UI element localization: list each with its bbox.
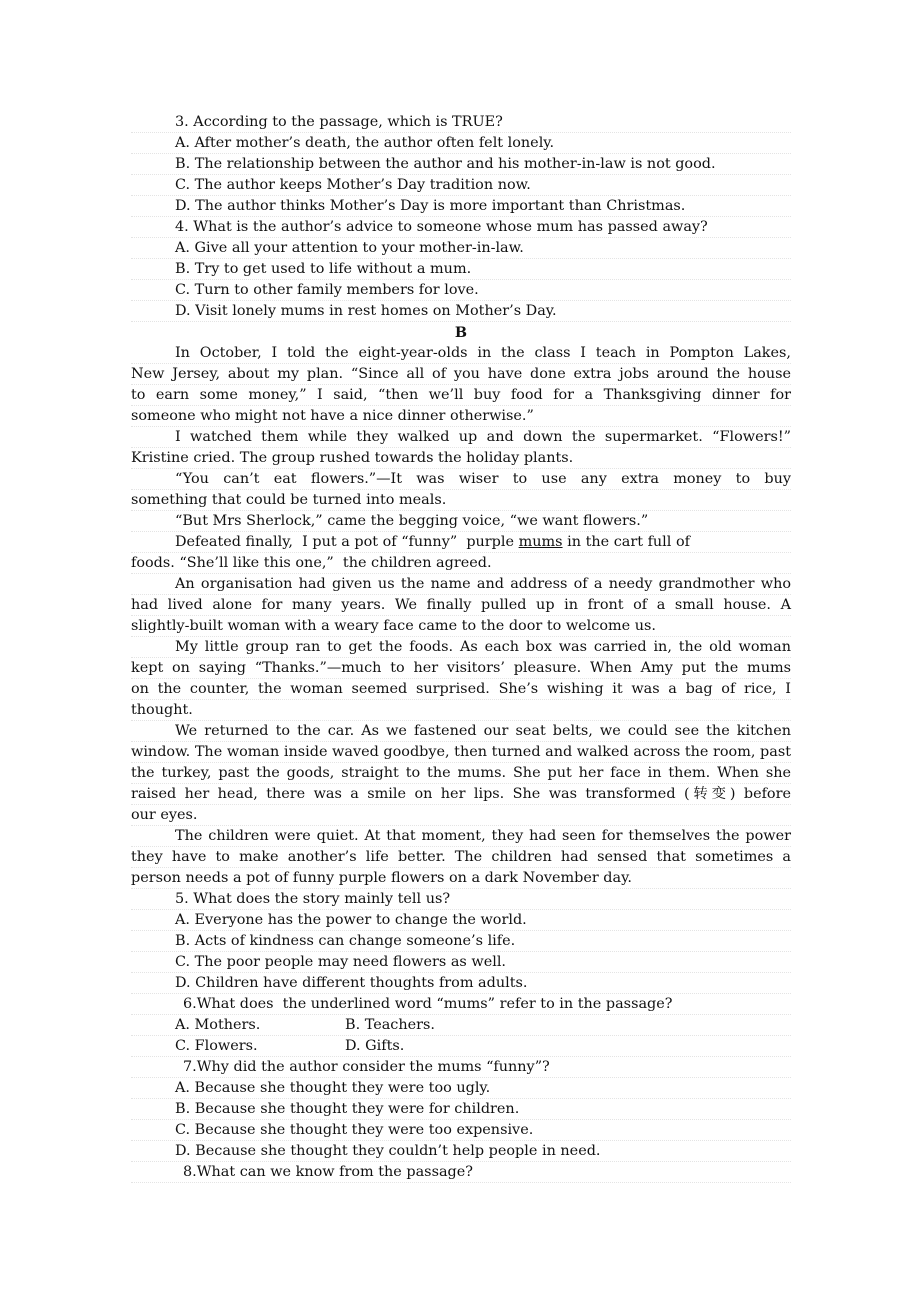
paragraph-line: We returned to the car. As we fastened our seat belts, we could see the kitchen	[131, 721, 791, 742]
paragraph-line: the turkey, past the goods, straight to the mums. She put her face in them. When she	[131, 763, 791, 784]
paragraph-line: My little group ran to get the foods. As each box was carried in, the old woman	[131, 637, 791, 658]
question-7: 7.Why did the author consider the mums “funny”?	[131, 1057, 791, 1078]
question-8: 8.What can we know from the passage?	[131, 1162, 791, 1183]
option-3d: D. The author thinks Mother’s Day is more important than Christmas.	[131, 196, 791, 217]
underlined-word-mums: mums	[518, 534, 563, 550]
text-span: Defeated finally, I put a pot of “funny” purple	[175, 534, 519, 550]
question-4: 4. What is the author’s advice to someone whose mum has passed away?	[131, 217, 791, 238]
option-6c: C. Flowers.	[175, 1038, 258, 1054]
option-6b: B. Teachers.	[345, 1017, 435, 1033]
paragraph-line: window. The woman inside waved goodbye, then turned and walked across the room, past	[131, 742, 791, 763]
paragraph-line: In October, I told the eight-year-olds in the class I teach in Pompton Lakes,	[131, 343, 791, 364]
option-5c: C. The poor people may need flowers as well.	[131, 952, 791, 973]
option-5a: A. Everyone has the power to change the world.	[131, 910, 791, 931]
paragraph-line: on the counter, the woman seemed surprised. She’s wishing it was a bag of rice, I	[131, 679, 791, 700]
paragraph-line	[131, 532, 791, 553]
option-4c: C. Turn to other family members for love.	[131, 280, 791, 301]
option-7c: C. Because she thought they were too expensive.	[131, 1120, 791, 1141]
paragraph-line: something that could be turned into meals.	[131, 490, 791, 511]
option-6d: D. Gifts.	[345, 1038, 405, 1054]
question-6: 6.What does the underlined word “mums” refer to in the passage?	[131, 994, 791, 1015]
question-3: 3. According to the passage, which is TRUE?	[131, 112, 791, 133]
paragraph-line: “You can’t eat flowers.”—It was wiser to use any extra money to buy	[131, 469, 791, 490]
paragraph-line: New Jersey, about my plan. “Since all of you have done extra jobs around the house	[131, 364, 791, 385]
options-6-row2	[131, 1036, 791, 1057]
option-5d: D. Children have different thoughts from adults.	[131, 973, 791, 994]
paragraph-line: someone who might not have a nice dinner otherwise.”	[131, 406, 791, 427]
text-span: in the cart full of	[562, 534, 690, 550]
paragraph-line: foods. “She’ll like this one,” the children agreed.	[131, 553, 791, 574]
paragraph-line: they have to make another’s life better. The children had sensed that sometimes a	[131, 847, 791, 868]
option-4d: D. Visit lonely mums in rest homes on Mother’s Day.	[131, 301, 791, 322]
paragraph-line: to earn some money,” I said, “then we’ll buy food for a Thanksgiving dinner for	[131, 385, 791, 406]
document-page	[131, 112, 791, 1183]
paragraph-line: Kristine cried. The group rushed towards the holiday plants.	[131, 448, 791, 469]
paragraph-line: An organisation had given us the name and address of a needy grandmother who	[131, 574, 791, 595]
option-6a: A. Mothers.	[175, 1017, 261, 1033]
option-4a: A. Give all your attention to your mother-in-law.	[131, 238, 791, 259]
paragraph-line: thought.	[131, 700, 791, 721]
option-3b: B. The relationship between the author and his mother-in-law is not good.	[131, 154, 791, 175]
option-3a: A. After mother’s death, the author often felt lonely.	[131, 133, 791, 154]
paragraph-line: The children were quiet. At that moment, they had seen for themselves the power	[131, 826, 791, 847]
option-7b: B. Because she thought they were for children.	[131, 1099, 791, 1120]
paragraph-line: person needs a pot of funny purple flowers on a dark November day.	[131, 868, 791, 889]
option-4b: B. Try to get used to life without a mum.	[131, 259, 791, 280]
option-7d: D. Because she thought they couldn’t help people in need.	[131, 1141, 791, 1162]
paragraph-line: I watched them while they walked up and down the supermarket. “Flowers!”	[131, 427, 791, 448]
option-7a: A. Because she thought they were too ugly.	[131, 1078, 791, 1099]
paragraph-line: “But Mrs Sherlock,” came the begging voice, “we want flowers.”	[131, 511, 791, 532]
paragraph-line: our eyes.	[131, 805, 791, 826]
question-5: 5. What does the story mainly tell us?	[131, 889, 791, 910]
paragraph-line: kept on saying “Thanks.”—much to her visitors’ pleasure. When Amy put the mums	[131, 658, 791, 679]
option-3c: C. The author keeps Mother’s Day tradition now.	[131, 175, 791, 196]
paragraph-line: slightly-built woman with a weary face came to the door to welcome us.	[131, 616, 791, 637]
option-5b: B. Acts of kindness can change someone’s life.	[131, 931, 791, 952]
section-heading: B	[454, 324, 468, 341]
paragraph-line: had lived alone for many years. We finally pulled up in front of a small house. A	[131, 595, 791, 616]
paragraph-line: raised her head, there was a smile on her lips. She was transformed (转变) before	[131, 784, 791, 805]
options-6-row1	[131, 1015, 791, 1036]
